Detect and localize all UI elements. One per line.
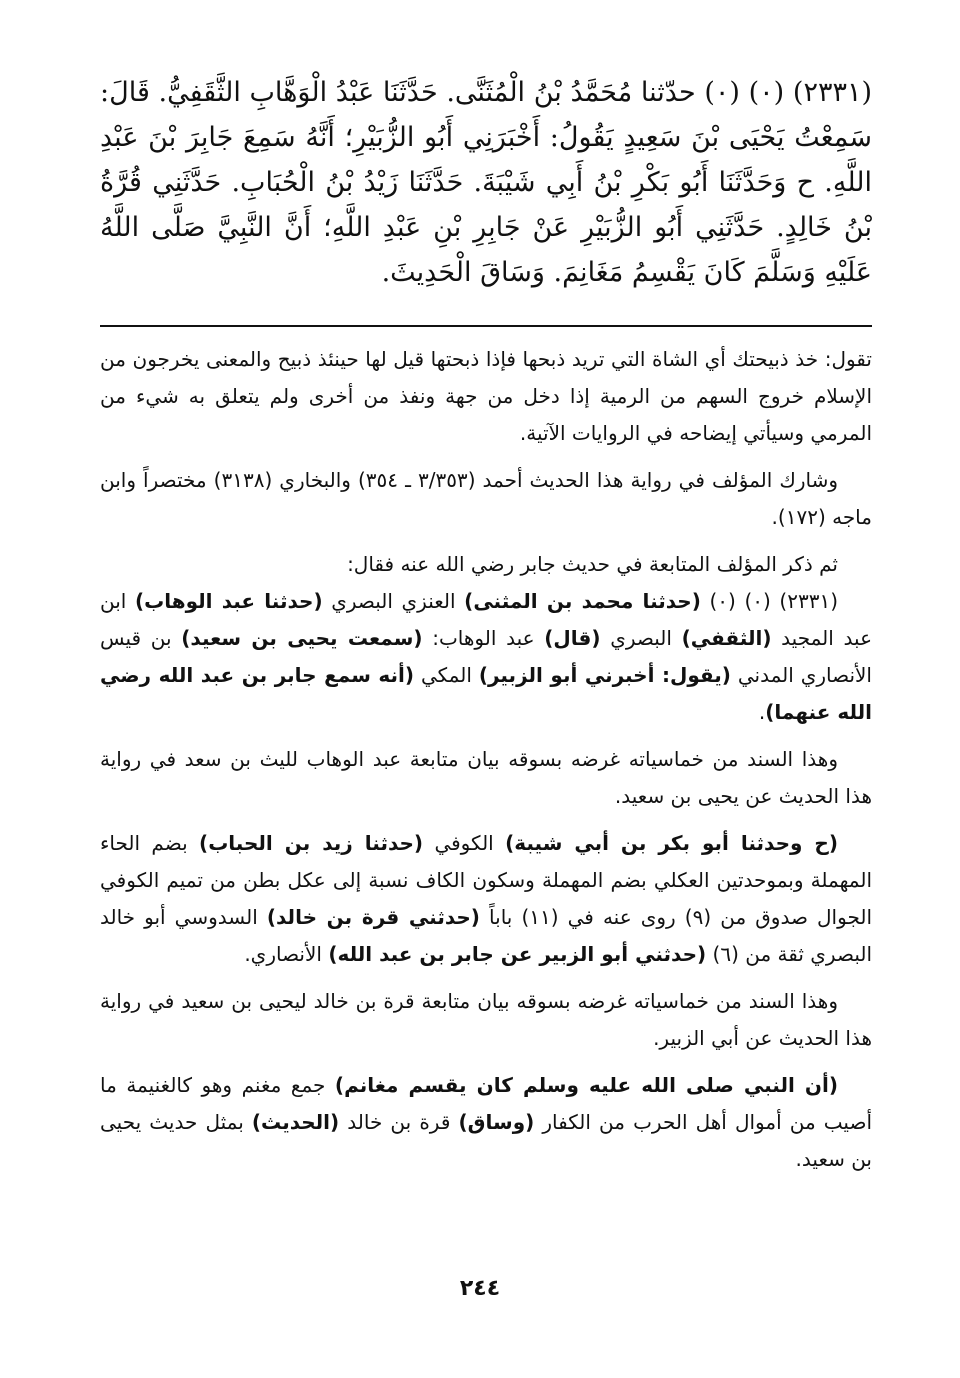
quoted-narration: (يقول: أخبرني أبو الزبير) xyxy=(478,663,731,687)
explanation-text: المكي xyxy=(414,663,479,687)
explanation-text: الأنصاري. xyxy=(244,942,329,966)
quoted-narration: (ح وحدثنا أبو بكر بن أبي شيبة) xyxy=(505,831,838,855)
commentary-paragraph-chain-1 xyxy=(100,583,872,731)
page-number: ٢٤٤ xyxy=(459,1276,501,1301)
commentary-paragraph-matn xyxy=(100,1067,872,1178)
explanation-text: عبد الوهاب: xyxy=(422,626,545,650)
explanation-text: الكوفي xyxy=(423,831,506,855)
quoted-narration: (حدثني قرة بن خالد) xyxy=(266,905,480,929)
commentary xyxy=(100,341,872,1178)
document-page xyxy=(100,70,872,1188)
quoted-narration: (سمعت يحيى بن سعيد) xyxy=(181,626,423,650)
quoted-narration: (حدثنا زيد بن الحباب) xyxy=(199,831,424,855)
explanation-text: بضم الحاء المهملة وبموحدتين العكلي بضم المهملة وسكون الكاف نسبة إلى عكل بطن من تميم الكوفي الجوال صدوق من (٩) روى عنه في (١١) باباً xyxy=(100,831,873,929)
chain-number: (٢٣٣١) (٠) (٠) xyxy=(700,589,838,613)
commentary-paragraph-chain-note-2: وهذا السند من خماسياته غرضه بسوقه بيان متابعة قرة بن خالد ليحيى بن سعيد في رواية هذا الحديث عن أبي الزبير. xyxy=(100,989,872,1050)
quoted-narration: (الثقفي) xyxy=(681,626,772,650)
quoted-narration: (حدثنا محمد بن المثنى) xyxy=(464,589,701,613)
explanation-text: جمع مغنم وهو كالغنيمة ما أصيب من أموال أهل الحرب من الكفار xyxy=(100,1073,873,1134)
explanation-text: العنزي البصري xyxy=(322,589,465,613)
quoted-narration: (أنه سمع جابر بن عبد الله رضي الله عنهما) xyxy=(100,663,872,724)
explanation-text: السدوسي أبو خالد البصري ثقة من (٦) xyxy=(100,905,872,966)
quoted-narration: (قال) xyxy=(544,626,601,650)
quoted-narration: (الحديث) xyxy=(251,1110,340,1134)
quoted-narration: (أن النبي صلى الله عليه وسلم كان يقسم مغانم) xyxy=(334,1073,839,1097)
hadith-text: (٢٣٣١) (٠) (٠) حدّثنا مُحَمَّدُ بْنُ الْمُثَنَّى. حَدَّثَنَا عَبْدُ الْوَهَّابِ الثَّقَفِيُّ. قَالَ: سَمِعْتُ يَحْيَى بْنَ سَعِيدٍ يَقُولُ: أَخْبَرَنِي أَبُو الزُّبَيْرِ؛ أَنَّهُ سَمِعَ جَابِرَ بْنَ عَبْدِ اللَّهِ. ح وَحَدَّثَنَا أَبُو بَكْرِ بْنُ أَبِي شَيْبَةَ. حَدَّثَنَا زَيْدُ بْنُ الْحُبَابِ. حَدَّثَنِي قُرَّةُ بْنُ خَالِدٍ. حَدَّثَنِي أَبُو الزُّبَيْرِ عَنْ جَابِرِ بْنِ عَبْدِ اللَّهِ؛ أَنَّ النَّبِيَّ صَلَّى اللَّهُ عَلَيْهِ وَسَلَّمَ كَانَ يَقْسِمُ مَغَانِمَ. وَسَاقَ الْحَدِيثَ. xyxy=(100,77,872,288)
quoted-narration: (حدثني أبو الزبير عن جابر بن عبد الله) xyxy=(328,942,707,966)
explanation-text: البصري xyxy=(600,626,682,650)
commentary-paragraph-chain-note-1: وهذا السند من خماسياته غرضه بسوقه بيان متابعة عبد الوهاب لليث بن سعد في رواية هذا الحديث عن يحيى بن سعيد. xyxy=(100,747,872,808)
quoted-narration: (حدثنا عبد الوهاب) xyxy=(134,589,323,613)
explanation-text: بن قيس الأنصاري المدني xyxy=(100,626,872,687)
commentary-paragraph-intro: ثم ذكر المؤلف المتابعة في حديث جابر رضي الله عنه فقال: xyxy=(347,552,838,576)
commentary-paragraph-continuation: تقول: خذ ذبيحتك أي الشاة التي تريد ذبحها فإذا ذبحتها قيل لها حينئذ ذبيح والمعنى يخرجون من الإسلام خروج السهم من الرمية إذا دخل من جهة ونفذ من أخرى ولم يتعلق به شيء من المرمي وسيأتي إيضاحه في الروايات الآتية. xyxy=(100,347,872,445)
explanation-text: . xyxy=(758,700,766,724)
quoted-narration: (وساق) xyxy=(458,1110,535,1134)
commentary-paragraph-chain-2 xyxy=(100,825,872,973)
explanation-text: قرة بن خالد xyxy=(339,1110,459,1134)
footnote-separator xyxy=(100,325,872,327)
explanation-text: ابن عبد المجيد xyxy=(100,589,872,650)
explanation-text: بمثل حديث يحيى بن سعيد. xyxy=(100,1110,872,1171)
commentary-paragraph-sources: وشارك المؤلف في رواية هذا الحديث أحمد (٣/٣٥٣ ـ ٣٥٤) والبخاري (٣١٣٨) مختصراً وابن ماجه (١٧٢). xyxy=(100,468,872,529)
